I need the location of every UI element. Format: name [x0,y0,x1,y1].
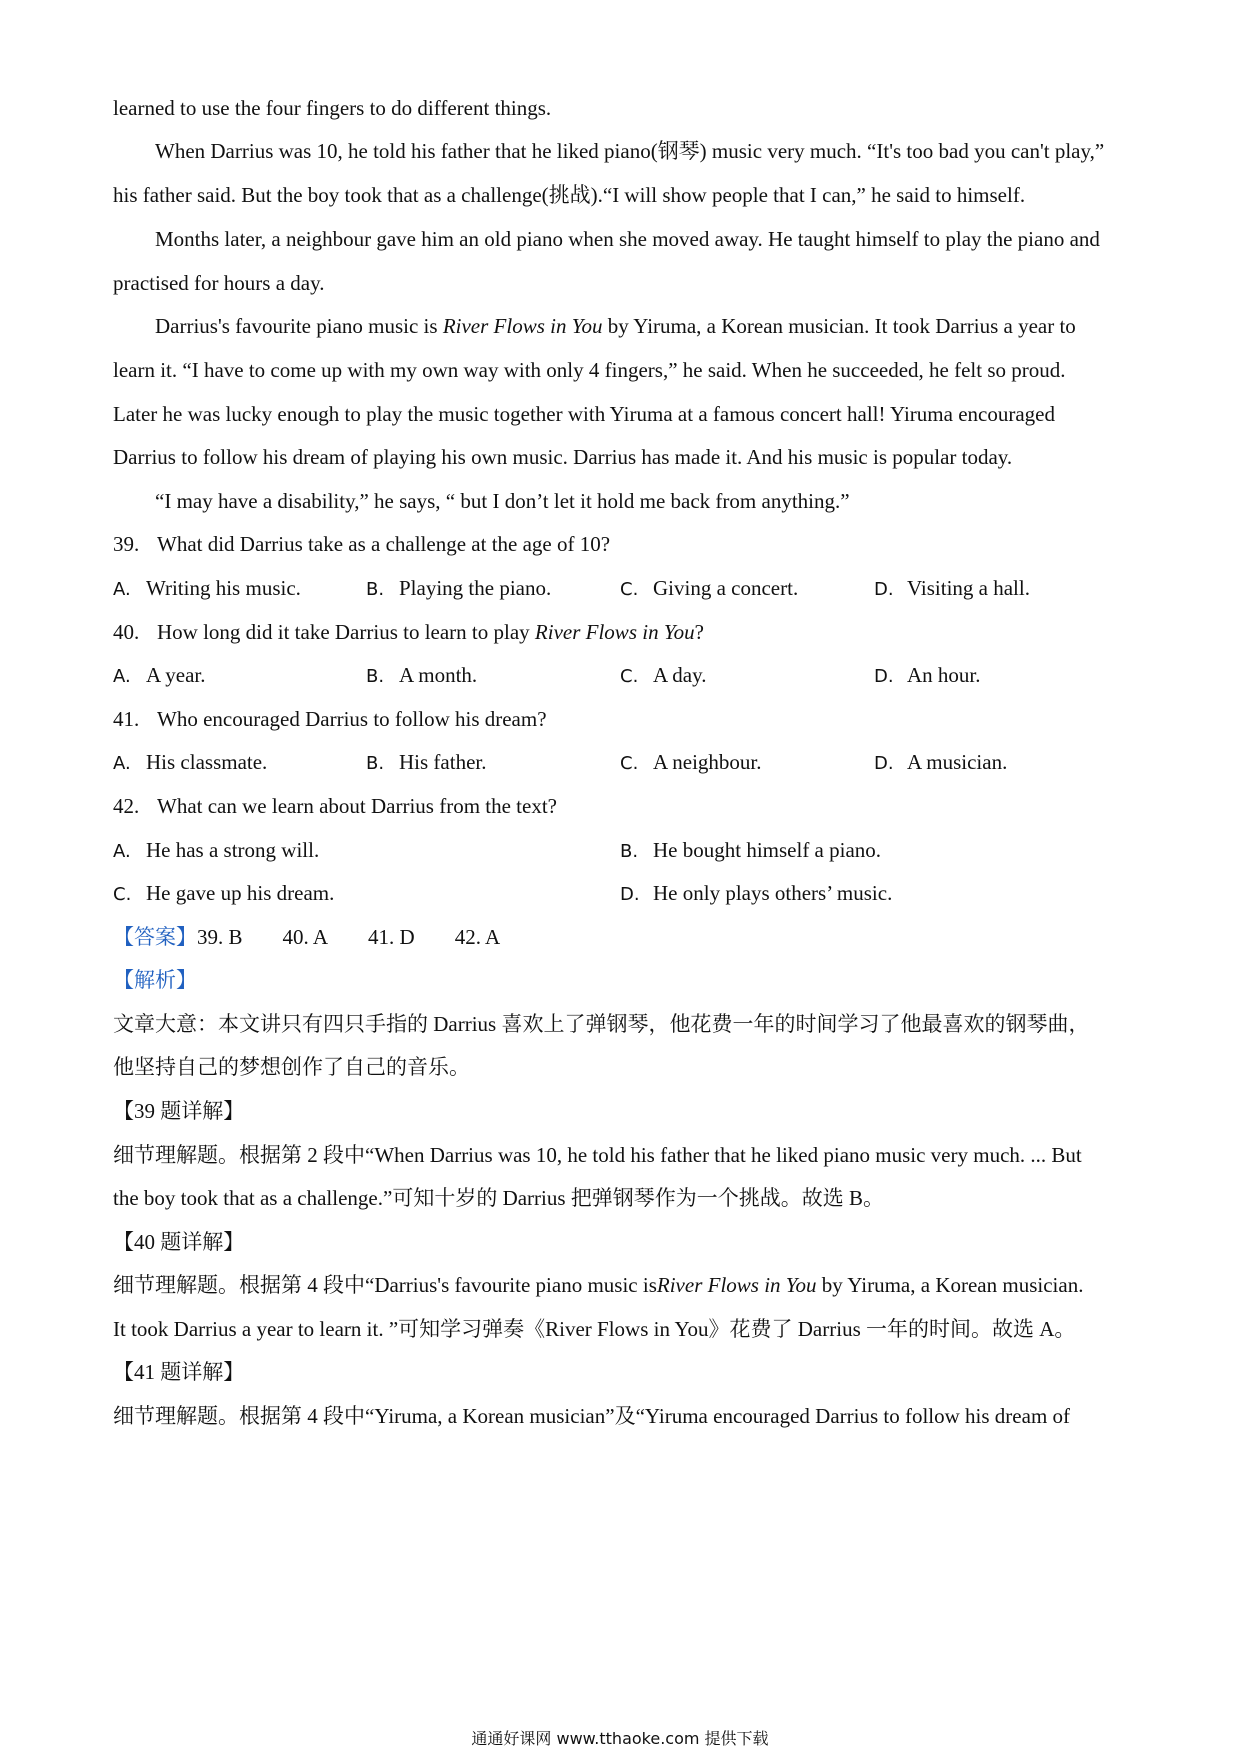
analysis-text: by Yiruma, a Korean musician. [816,1273,1084,1297]
passage-line: learn it. “I have to come up with my own way with only 4 fingers,” he said. When he succeeded, he felt so proud. [113,358,1066,382]
option-39-d [874,574,1030,604]
option-letter: A. [113,666,131,687]
question-39 [113,530,1133,558]
question-40 [113,618,1133,646]
question-number: 42. [113,794,140,818]
option-39-b [366,574,551,604]
option-42-c [113,879,334,909]
passage-line [155,312,1175,340]
answer-item: 39. B [197,925,243,949]
question-text: What did Darrius take as a challenge at the age of 10? [157,532,611,556]
option-42-d [620,879,892,909]
question-text: How long did it take Darrius to learn to play [157,620,535,644]
option-letter: A. [113,579,131,600]
q40-detail-label: 【40 题详解】 [113,1230,245,1254]
option-text: A month. [399,663,478,687]
analysis-line: 他坚持自己的梦想创作了自己的音乐。 [113,1055,470,1079]
option-text: A day. [653,663,707,687]
passage-line: Months later, a neighbour gave him an old piano when she moved away. He taught himself to play the piano and [155,227,1100,251]
answer-item: 42. A [454,925,501,949]
option-letter: C. [620,579,639,600]
option-text: His classmate. [146,750,268,774]
question-number: 39. [113,532,140,556]
option-letter: A. [113,841,131,862]
answer-item: 40. A [282,925,329,949]
option-text: His father. [399,750,487,774]
option-text: He gave up his dream. [146,881,335,905]
option-text: Visiting a hall. [907,576,1030,600]
question-41 [113,705,1133,733]
analysis-line: It took Darrius a year to learn it. ”可知学习弹奏《River Flows in You》花费了 Darrius 一年的时间。故选 A。 [113,1317,1076,1341]
passage-line: Later he was lucky enough to play the music together with Yiruma at a famous concert hall! Yiruma encouraged [113,402,1055,426]
question-42 [113,792,1133,820]
option-41-b [366,748,486,778]
option-letter: D. [620,884,640,905]
option-letter: A. [113,753,131,774]
analysis-line: 文章大意：本文讲只有四只手指的 Darrius 喜欢上了弹钢琴，他花费一年的时间学习了他最喜欢的钢琴曲， [113,1012,1090,1036]
passage-text: by Yiruma, a Korean musician. It took Darrius a year to [602,314,1076,338]
option-letter: D. [874,579,894,600]
passage-line: Darrius to follow his dream of playing his own music. Darrius has made it. And his music is popular today. [113,445,1013,469]
option-letter: B. [366,753,385,774]
option-text: A musician. [907,750,1008,774]
option-text: He bought himself a piano. [653,838,882,862]
option-text: He has a strong will. [146,838,320,862]
q39-detail-label: 【39 题详解】 [113,1099,245,1123]
question-text: What can we learn about Darrius from the text? [157,794,557,818]
option-40-b [366,661,477,691]
q41-detail-label: 【41 题详解】 [113,1360,245,1384]
option-41-a [113,748,267,778]
analysis-line: 细节理解题。根据第 2 段中“When Darrius was 10, he told his father that he liked piano music very much. ... But [113,1143,1082,1167]
passage-line: learned to use the four fingers to do different things. [113,96,552,120]
option-40-c [620,661,706,691]
song-title: River Flows in You [442,314,603,338]
question-text: ? [694,620,704,644]
analysis-label: 【解析】 [113,968,197,992]
option-40-a [113,661,205,691]
option-42-a [113,836,319,866]
option-text: A year. [146,663,206,687]
passage-line: “I may have a disability,” he says, “ but I don’t let it hold me back from anything.” [155,489,850,513]
passage-line: his father said. But the boy took that as a challenge(挑战).“I will show people that I can,” he said to himself. [113,183,1026,207]
option-letter: B. [366,579,385,600]
option-text: He only plays others’ music. [653,881,893,905]
option-letter: C. [113,884,132,905]
option-41-c [620,748,762,778]
answer-line [113,923,1133,951]
analysis-text: 细节理解题。根据第 4 段中“Darrius's favourite piano music is [113,1273,657,1297]
option-41-d [874,748,1007,778]
page-footer: 通通好课网 www.tthaoke.com 提供下载 [471,1729,769,1748]
option-letter: B. [620,841,639,862]
option-42-b [620,836,881,866]
option-letter: B. [366,666,385,687]
option-letter: C. [620,753,639,774]
passage-line: When Darrius was 10, he told his father that he liked piano(钢琴) music very much. “It's too bad you can't play,” [155,139,1105,163]
passage-line: practised for hours a day. [113,271,325,295]
song-title: River Flows in You [534,620,695,644]
answer-label: 【答案】 [113,925,197,949]
answer-item: 41. D [368,925,415,949]
option-39-a [113,574,301,604]
question-text: Who encouraged Darrius to follow his dream? [157,707,547,731]
question-number: 41. [113,707,140,731]
option-text: Playing the piano. [399,576,552,600]
option-40-d [874,661,981,691]
option-text: Giving a concert. [653,576,799,600]
question-number: 40. [113,620,140,644]
option-text: An hour. [907,663,981,687]
analysis-line [113,1271,1133,1299]
option-text: A neighbour. [653,750,762,774]
option-letter: C. [620,666,639,687]
option-39-c [620,574,798,604]
option-letter: D. [874,666,894,687]
analysis-line: 细节理解题。根据第 4 段中“Yiruma, a Korean musician”及“Yiruma encouraged Darrius to follow his dream of [113,1404,1071,1428]
analysis-line: the boy took that as a challenge.”可知十岁的 Darrius 把弹钢琴作为一个挑战。故选 B。 [113,1186,885,1210]
option-letter: D. [874,753,894,774]
passage-text: Darrius's favourite piano music is [155,314,443,338]
song-title: River Flows in You [656,1273,817,1297]
option-text: Writing his music. [146,576,301,600]
